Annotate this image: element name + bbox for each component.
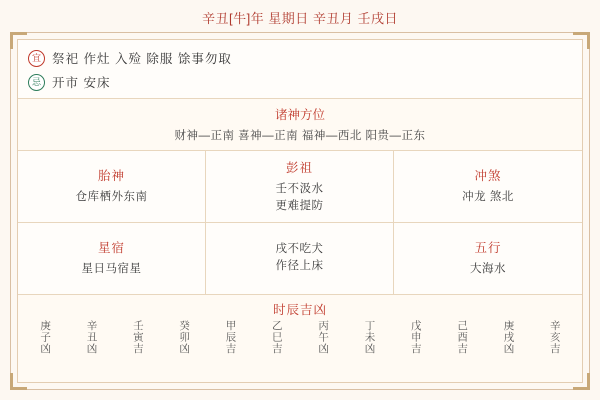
cell-chongsha-line-1: 冲龙 煞北 [462, 191, 514, 204]
ji-row [28, 70, 572, 94]
hour-item[interactable]: 壬寅吉 [131, 320, 144, 355]
deities-section [18, 99, 582, 150]
cell-taishen [18, 151, 206, 223]
hour-item[interactable]: 戊申吉 [409, 320, 422, 355]
cell-chongsha [394, 151, 582, 223]
hour-item[interactable]: 庚子凶 [39, 320, 52, 355]
cell-xingxiu [18, 223, 206, 295]
cell-taishen-line-1: 仓库栖外东南 [75, 191, 148, 204]
ji-text: 开市 安床 [52, 76, 111, 90]
cell-chongsha-title: 冲煞 [474, 169, 502, 184]
hour-item[interactable]: 乙巳吉 [270, 320, 283, 355]
page-title: 辛丑[牛]年 星期日 辛丑月 壬戌日 [201, 11, 399, 26]
yi-text: 祭祀 作灶 入殓 除服 馀事勿取 [52, 52, 232, 66]
hours-section [18, 294, 582, 382]
deities-title: 诸神方位 [274, 108, 325, 122]
cell-pengzu [206, 151, 394, 223]
deities-body: 财神—正南 喜神—正南 福神—西北 阳贵—正东 [174, 130, 426, 142]
cell-xingxiu-title: 星宿 [97, 241, 125, 256]
yi-row [28, 46, 572, 70]
cell-pengzu-cont-line-2: 作径上床 [275, 260, 324, 273]
ji-badge-icon: 忌 [28, 74, 45, 91]
cell-wuxing-title: 五行 [474, 241, 502, 256]
cell-taishen-title: 胎神 [97, 169, 125, 184]
cell-wuxing-line-1: 大海水 [470, 263, 506, 276]
cell-xingxiu-line-1: 星日马宿星 [81, 263, 142, 276]
yi-ji-section [18, 40, 582, 98]
hour-item[interactable]: 辛亥吉 [548, 320, 561, 355]
almanac-inner-panel [17, 39, 583, 383]
hour-item[interactable]: 甲辰吉 [224, 320, 237, 355]
cell-pengzu-cont-line-1: 戌不吃犬 [275, 243, 324, 256]
hours-row [18, 320, 582, 378]
cell-pengzu-title: 彭祖 [285, 160, 313, 175]
hours-title: 时辰吉凶 [272, 303, 327, 317]
hour-item[interactable]: 己酉吉 [456, 320, 469, 355]
hour-item[interactable]: 癸卯凶 [178, 320, 191, 355]
hour-item[interactable]: 庚戌凶 [502, 320, 515, 355]
attributes-grid [18, 150, 582, 294]
hour-item[interactable]: 辛丑凶 [85, 320, 98, 355]
hour-item[interactable]: 丙午凶 [317, 320, 330, 355]
yi-badge-icon: 宜 [28, 50, 45, 67]
almanac-frame [10, 32, 590, 390]
hour-item[interactable]: 丁未凶 [363, 320, 376, 355]
cell-pengzu-continued [206, 223, 394, 295]
cell-pengzu-line-2: 更难提防 [275, 199, 324, 212]
cell-pengzu-line-1: 壬不汲水 [275, 182, 324, 195]
cell-wuxing [394, 223, 582, 295]
